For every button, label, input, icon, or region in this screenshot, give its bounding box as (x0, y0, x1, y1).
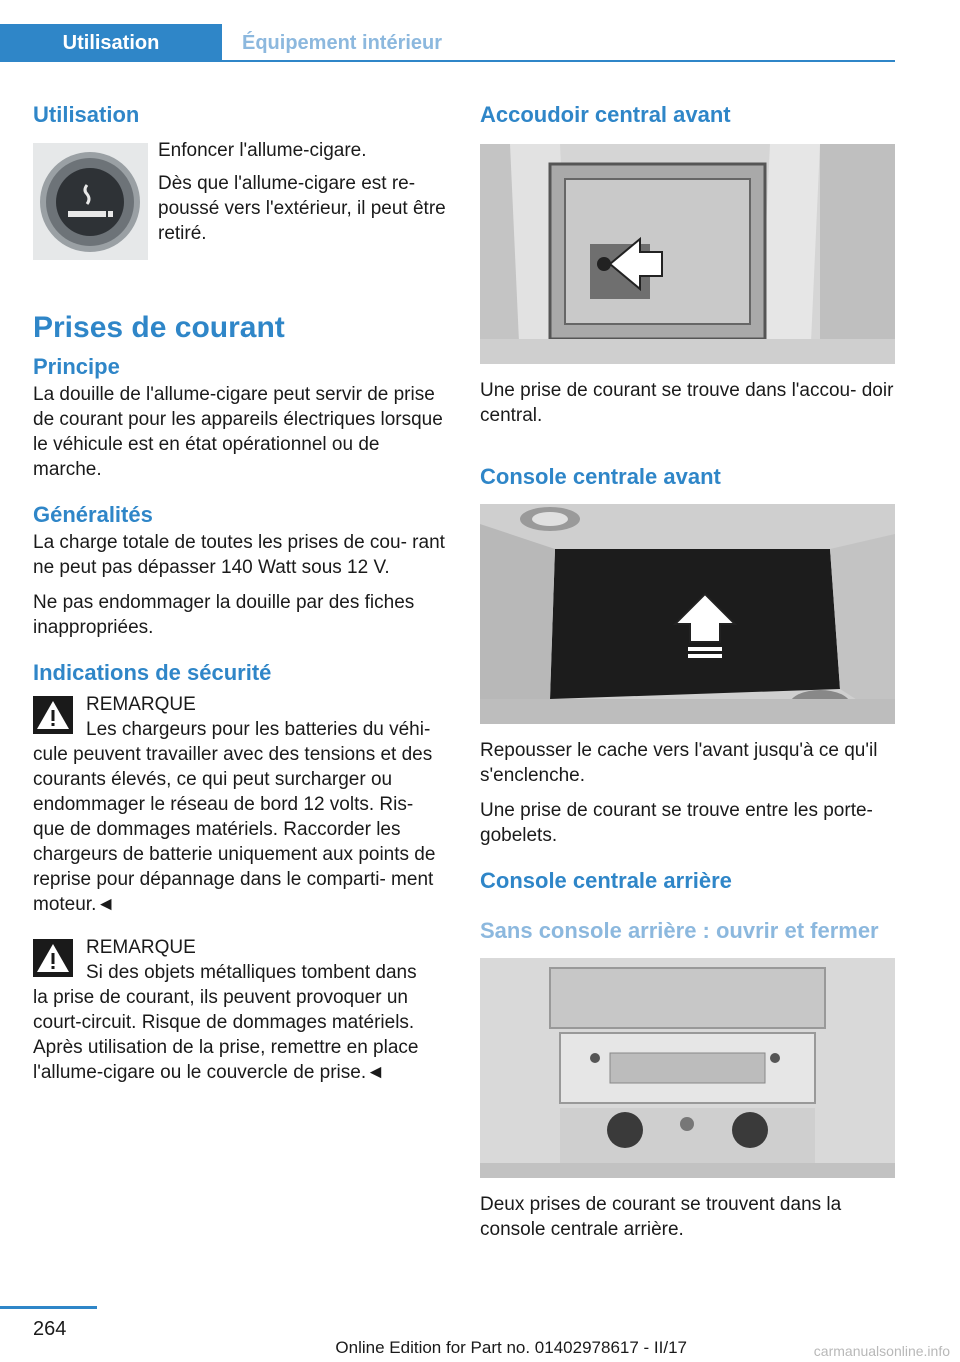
console-avant-heading: Console centrale avant (480, 464, 721, 489)
left-column (33, 100, 448, 1085)
header-rule (222, 60, 895, 62)
warning-2-text: la prise de courant, ils peuvent provoquer un court-circuit. Risque de dommages matériels. Après utilisation de la prise, remettre en place l'allume-cigare ou le couvercle de prise.◄ (33, 987, 419, 1083)
warning-1 (33, 692, 448, 917)
utilisation-text (158, 138, 448, 246)
warning-1-first-line: Les chargeurs pour les batteries du véhi‐ (86, 719, 431, 740)
console-arriere-subheading: Sans console arrière : ouvrir et fermer (480, 918, 879, 943)
cigarette-lighter-icon (33, 143, 148, 260)
generalites-paragraph-1: La charge totale de toutes les prises de cou‐ rant ne peut pas dépasser 140 Watt sous 12 V. (33, 532, 445, 578)
principe-text: La douille de l'allume-cigare peut servir de prise de courant pour les appareils électriques lorsque le véhicule est en état opérationnel ou de marche. (33, 384, 443, 480)
footer-rule (0, 1306, 97, 1309)
page-number: 264 (33, 1318, 67, 1340)
console-avant-paragraph-1: Repousser le cache vers l'avant jusqu'à ce qu'il s'enclenche. (480, 740, 878, 786)
accoudoir-heading: Accoudoir central avant (480, 102, 731, 127)
utilisation-heading: Utilisation (33, 102, 140, 127)
front-console-image (480, 504, 895, 724)
principe-heading: Principe (33, 354, 120, 379)
rear-console-image (480, 958, 895, 1178)
securite-heading: Indications de sécurité (33, 660, 272, 685)
page-header (0, 24, 895, 62)
edition-text: Online Edition for Part no. 01402978617 - II/17 (335, 1338, 687, 1357)
util-paragraph-1: Enfoncer l'allume-cigare. (158, 140, 367, 161)
console-arriere-heading: Console centrale arrière (480, 868, 732, 893)
console-avant-paragraph-2: Une prise de courant se trouve entre les porte- gobelets. (480, 800, 873, 846)
warning-triangle-icon (33, 939, 73, 977)
warning-2-first-line: Si des objets métalliques tombent dans (86, 962, 417, 983)
warning-1-text: cule peuvent travailler avec des tensions et des courants élevés, ce qui peut surcharger ou endommager le réseau de bord 12 volts. Ris‐ que de dommages matériels. Raccorder les chargeurs de batterie uniquement aux points de reprise pour dépannage dans le comparti‐ ment moteur.◄ (33, 744, 436, 915)
armrest-compartment-image (480, 144, 895, 364)
generalites-heading: Généralités (33, 502, 153, 527)
util-paragraph-2: Dès que l'allume-cigare est re‐ poussé vers l'extérieur, il peut être retiré. (158, 173, 446, 244)
console-arriere-text: Deux prises de courant se trouvent dans la console centrale arrière. (480, 1194, 842, 1240)
header-subsection: Équipement intérieur (242, 31, 443, 54)
watermark: carmanualsonline.info (813, 1343, 950, 1359)
prises-heading: Prises de courant (33, 311, 285, 344)
warning-2 (33, 935, 448, 1085)
accoudoir-text: Une prise de courant se trouve dans l'accou‐ doir central. (480, 380, 894, 426)
warning-2-label: REMARQUE (86, 937, 196, 958)
right-column (480, 100, 895, 1242)
utilisation-block (33, 100, 448, 265)
generalites-paragraph-2: Ne pas endommager la douille par des fiches inappropriées. (33, 592, 415, 638)
header-section-tab: Utilisation (0, 24, 222, 62)
warning-1-label: REMARQUE (86, 694, 196, 715)
warning-triangle-icon (33, 696, 73, 734)
